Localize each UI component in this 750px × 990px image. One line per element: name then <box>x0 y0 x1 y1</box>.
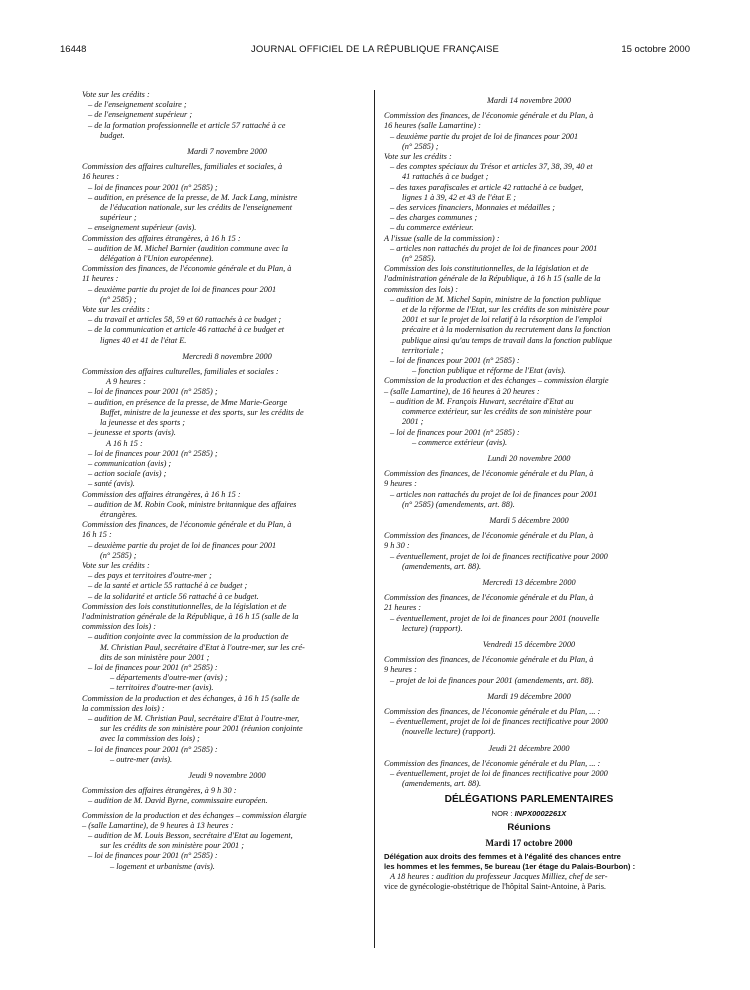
text-line: la jeunesse et des sports ; <box>100 418 186 428</box>
text-line: – de l'enseignement scolaire ; <box>88 100 187 110</box>
text-line: Commission des affaires étrangères, à 9 h 30 : <box>82 786 237 796</box>
text-line: Commission des finances, de l'économie générale et du Plan, à <box>384 111 594 121</box>
text-line: commission des lois) : <box>384 284 458 294</box>
text-line: Commission des finances, de l'économie générale et du Plan, à <box>82 520 292 530</box>
text-line: – audition, en présence de la presse, de M. Jack Lang, ministre <box>88 192 298 202</box>
text-line: délégation à l'Union européenne). <box>100 254 214 264</box>
text-line: – audition de M. Michel Barnier (audition commune avec la <box>88 243 289 253</box>
text-line: Commission de la production et des échanges, à 16 h 15 (salle de <box>82 693 300 703</box>
text-line: 9 heures : <box>384 665 417 675</box>
text-line: – (salle Lamartine), de 16 heures à 20 heures : <box>384 386 540 396</box>
text-line: vice de gynécologie-obstétrique de l'hôpital Saint-Antoine, à Paris. <box>384 882 606 892</box>
text-line: Vote sur les crédits : <box>384 152 452 162</box>
text-line: – articles non rattachés du projet de loi de finances pour 2001 <box>390 489 598 499</box>
text-line: dits de son ministère pour 2001 ; <box>100 652 210 662</box>
text-line: – des charges communes ; <box>390 213 478 223</box>
text-line: – de l'enseignement supérieur ; <box>88 110 193 120</box>
nor-label: NOR : <box>491 808 515 818</box>
text-line: Vote sur les crédits : <box>82 560 150 570</box>
text-line: Buffet, ministre de la jeunesse et des sports, sur les crédits de <box>100 407 304 417</box>
text-line: lecture) (rapport). <box>402 623 463 633</box>
text-line: (nouvelle lecture) (rapport). <box>402 727 496 737</box>
text-line: – enseignement supérieur (avis). <box>88 223 197 233</box>
text-line: (amendements, art. 88). <box>402 779 482 789</box>
text-line: 16 heures : <box>82 172 120 182</box>
text-line: – deuxième partie du projet de loi de finances pour 2001 <box>390 131 579 141</box>
text-line: – des pays et territoires d'outre-mer ; <box>88 571 212 581</box>
column-divider <box>374 90 375 948</box>
text-line: sur les crédits de son ministère pour 2001 (réunion conjointe <box>100 724 303 734</box>
text-line: – loi de finances pour 2001 (n° 2585) ; <box>88 448 218 458</box>
text-line: de l'éducation nationale, sur les crédits de l'enseignement <box>100 203 293 213</box>
text-line: – audition de M. Louis Besson, secrétaire d'Etat au logement, <box>88 831 293 841</box>
text-line: Commission de la production et des échanges – commission élargie <box>384 376 609 386</box>
text-line: (amendements, art. 88). <box>402 561 482 571</box>
text-line: – audition, en présence de la presse, de Mme Marie-George <box>88 397 288 407</box>
text-line: sur les crédits de son ministère pour 2001 ; <box>100 841 244 851</box>
text-line: – départements d'outre-mer (avis) ; <box>110 673 228 683</box>
issue-date: 15 octobre 2000 <box>621 44 690 55</box>
text-line: commission des lois) : <box>82 622 156 632</box>
text-line: territoriale ; <box>402 345 444 355</box>
text-line: A 18 heures : audition du professeur Jacques Milliez, chef de ser- <box>390 872 608 882</box>
text-line: – éventuellement, projet de loi de finances rectificative pour 2000 <box>390 768 608 778</box>
text-line: commerce extérieur, sur les crédits de son ministère pour <box>402 407 592 417</box>
day-heading: Mardi 19 décembre 2000 <box>487 691 571 701</box>
text-line: 41 rattachés à ce budget ; <box>402 172 489 182</box>
text-line: supérieur ; <box>100 213 137 223</box>
subsection-title: Réunions <box>507 821 551 833</box>
text-line: M. Christian Paul, secrétaire d'Etat à l'outre-mer, sur les cré- <box>100 642 305 652</box>
text-line: Commission des affaires culturelles, familiales et sociales, à <box>82 162 283 172</box>
text-line: et de la réforme de l'Etat, sur les crédits de son ministère pour <box>402 305 610 315</box>
text-line: – loi de finances pour 2001 (n° 2585) : <box>88 851 218 861</box>
text-line: – audition de M. David Byrne, commissaire européen. <box>88 796 268 806</box>
day-heading: Jeudi 21 décembre 2000 <box>488 743 570 753</box>
text-line: – jeunesse et sports (avis). <box>88 428 176 438</box>
text-line: – loi de finances pour 2001 (n° 2585) : <box>88 744 218 754</box>
text-line: – des services financiers, Monnaies et médailles ; <box>390 203 555 213</box>
text-line: – deuxième partie du projet de loi de finances pour 2001 <box>88 284 277 294</box>
text-line: – territoires d'outre-mer (avis). <box>110 683 214 693</box>
section-title: DÉLÉGATIONS PARLEMENTAIRES <box>444 794 614 806</box>
text-line: – du travail et articles 58, 59 et 60 rattachés à ce budget ; <box>88 315 282 325</box>
day-heading: Mardi 5 décembre 2000 <box>489 515 569 525</box>
text-line: – éventuellement, projet de loi de finances pour 2001 (nouvelle <box>390 613 600 623</box>
text-line: avec la commission des lois) ; <box>100 734 200 744</box>
nor-reference <box>384 809 674 819</box>
text-line: – des taxes parafiscales et article 42 rattaché à ce budget, <box>390 182 584 192</box>
text-line: – outre-mer (avis). <box>110 754 173 764</box>
text-line: l'administration générale de la République, à 16 h 15 (salle de la <box>82 611 299 621</box>
text-line: A 9 heures : <box>106 377 146 387</box>
text-line: – communication (avis) ; <box>88 458 172 468</box>
text-line: – loi de finances pour 2001 (n° 2585) : <box>390 427 520 437</box>
text-line: étrangères. <box>100 509 138 519</box>
text-line: – commerce extérieur (avis). <box>412 437 508 447</box>
text-line: Commission des finances, de l'économie générale et du Plan, à <box>384 531 594 541</box>
text-line: 21 heures : <box>384 603 422 613</box>
text-line: – éventuellement, projet de loi de finances rectificative pour 2000 <box>390 717 608 727</box>
text-line: (n° 2585) ; <box>100 294 137 304</box>
text-line: – de la communication et article 46 rattaché à ce budget et <box>88 325 285 335</box>
day-heading: Mercredi 8 novembre 2000 <box>182 351 272 361</box>
text-line: publique ainsi qu'au temps de travail dans la fonction publique <box>402 335 612 345</box>
text-line: – logement et urbanisme (avis). <box>110 861 215 871</box>
text-line: – audition de M. Christian Paul, secrétaire d'Etat à l'outre-mer, <box>88 713 300 723</box>
text-line: – fonction publique et réforme de l'Etat (avis). <box>412 366 566 376</box>
text-line: Commission des finances, de l'économie générale et du Plan, ... : <box>384 758 601 768</box>
text-line: – du commerce extérieur. <box>390 223 474 233</box>
delegation-line: les hommes et les femmes, 5e bureau (1er étage du Palais-Bourbon) : <box>384 862 636 872</box>
day-heading: Mercredi 13 décembre 2000 <box>482 577 576 587</box>
text-line: précaire et à la modernisation du recrutement dans la fonction <box>402 325 611 335</box>
text-line: (n° 2585) ; <box>402 141 439 151</box>
text-line: – projet de loi de finances pour 2001 (amendements, art. 88). <box>390 675 594 685</box>
text-line: 9 h 30 : <box>384 541 410 551</box>
day-heading: Mardi 7 novembre 2000 <box>187 147 267 157</box>
text-line: (n° 2585). <box>402 254 436 264</box>
text-line: – audition conjointe avec la commission de la production de <box>88 632 289 642</box>
text-line: – éventuellement, projet de loi de finances rectificative pour 2000 <box>390 551 608 561</box>
page-header <box>60 44 690 60</box>
text-line: Commission des finances, de l'économie générale et du Plan, à <box>384 469 594 479</box>
text-line: – loi de finances pour 2001 (n° 2585) ; <box>88 387 218 397</box>
nor-code: INPX0002261X <box>514 808 567 818</box>
day-heading: Mardi 14 novembre 2000 <box>487 96 571 105</box>
text-line: – santé (avis). <box>88 479 135 489</box>
text-line: 16 heures (salle Lamartine) : <box>384 121 481 131</box>
text-line: A l'issue (salle de la commission) : <box>384 233 500 243</box>
text-line: – loi de finances pour 2001 (n° 2585) : <box>390 356 520 366</box>
text-line: – loi de finances pour 2001 (n° 2585) : <box>88 662 218 672</box>
text-line: A 16 h 15 : <box>106 438 143 448</box>
text-line: – articles non rattachés du projet de loi de finances pour 2001 <box>390 243 598 253</box>
text-line: Commission des lois constitutionnelles, de la législation et de <box>82 601 287 611</box>
text-line: – de la formation professionnelle et article 57 rattaché à ce <box>88 120 286 130</box>
text-line: Commission des finances, de l'économie générale et du Plan, à <box>384 593 594 603</box>
text-line: – deuxième partie du projet de loi de finances pour 2001 <box>88 540 277 550</box>
day-heading: Vendredi 15 décembre 2000 <box>482 639 576 649</box>
text-line: Commission des finances, de l'économie générale et du Plan, à <box>384 655 594 665</box>
text-line: budget. <box>100 130 125 140</box>
text-line: – loi de finances pour 2001 (n° 2585) ; <box>88 182 218 192</box>
left-column <box>82 90 372 872</box>
page-number: 16448 <box>60 44 87 55</box>
text-line: Commission de la production et des échanges – commission élargie <box>82 810 307 820</box>
text-line: (n° 2585) ; <box>100 550 137 560</box>
text-line: – (salle Lamartine), de 9 heures à 13 heures : <box>82 820 234 830</box>
text-line: Commission des affaires culturelles, familiales et sociales : <box>82 367 279 377</box>
text-line: Commission des affaires étrangères, à 16 h 15 : <box>82 233 241 243</box>
day-heading: Lundi 20 novembre 2000 <box>487 453 571 463</box>
text-line: – audition de M. Michel Sapin, ministre de la fonction publique <box>390 294 601 304</box>
text-line: – de la solidarité et article 56 rattaché à ce budget. <box>88 591 259 601</box>
text-line: Commission des finances, de l'économie générale et du Plan, à <box>82 264 292 274</box>
text-line: lignes 40 et 41 de l'état E. <box>100 335 187 345</box>
text-line: – audition de M. Robin Cook, ministre britannique des affaires <box>88 499 297 509</box>
text-line: Vote sur les crédits : <box>82 305 150 315</box>
text-line: 11 heures : <box>82 274 119 284</box>
text-line: – de la santé et article 55 rattaché à ce budget ; <box>88 581 248 591</box>
text-line: la commission des lois) : <box>82 703 165 713</box>
journal-title: JOURNAL OFFICIEL DE LA RÉPUBLIQUE FRANÇAISE <box>250 44 500 55</box>
text-line: 2001 ; <box>402 417 424 427</box>
text-line: 16 h 15 : <box>82 530 112 540</box>
text-line: Commission des affaires étrangères, à 16 h 15 : <box>82 489 241 499</box>
day-heading: Jeudi 9 novembre 2000 <box>188 771 266 780</box>
text-line: – action sociale (avis) ; <box>88 469 167 479</box>
text-line: – des comptes spéciaux du Trésor et articles 37, 38, 39, 40 et <box>390 162 593 172</box>
text-line: 9 heures : <box>384 479 417 489</box>
text-line: lignes 1 à 39, 42 et 43 de l'état E ; <box>402 192 516 202</box>
text-line: (n° 2585) (amendements, art. 88). <box>402 499 515 509</box>
meeting-date: Mardi 17 octobre 2000 <box>485 838 573 848</box>
text-line: l'administration générale de la République, à 16 h 15 (salle de la <box>384 274 601 284</box>
delegation-line: Délégation aux droits des femmes et à l'égalité des chances entre <box>384 852 621 862</box>
text-line: Vote sur les crédits : <box>82 90 150 99</box>
text-line: Commission des finances, de l'économie générale et du Plan, ... : <box>384 706 601 716</box>
right-column <box>384 90 674 893</box>
text-line: 2001 et sur le projet de loi relatif à la résorption de l'emploi <box>402 315 602 325</box>
text-line: – audition de M. François Huwart, secrétaire d'Etat au <box>390 396 574 406</box>
text-line: Commission des lois constitutionnelles, de la législation et de <box>384 264 589 274</box>
